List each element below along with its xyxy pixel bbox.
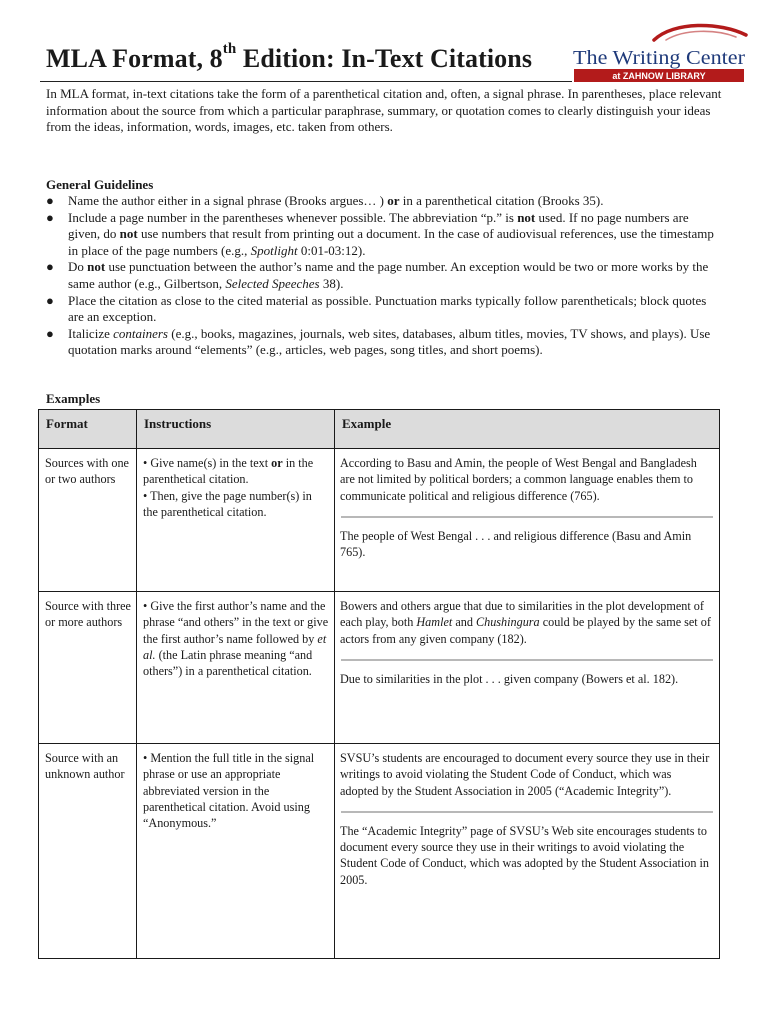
instructions-cell bbox=[137, 744, 335, 959]
column-header-instructions: Instructions bbox=[137, 410, 335, 449]
guideline-item bbox=[46, 293, 722, 326]
guideline-item bbox=[46, 259, 722, 292]
guideline-item bbox=[46, 210, 722, 260]
title-main: MLA Format, 8 bbox=[46, 44, 223, 73]
logo-arc-inner bbox=[666, 31, 736, 40]
column-header-format: Format bbox=[39, 410, 137, 449]
example-text: and bbox=[452, 615, 476, 630]
logo-subtitle: at ZAHNOW LIBRARY bbox=[612, 71, 706, 81]
guideline-text: Spotlight bbox=[250, 242, 298, 258]
format-cell: Source with three or more authors bbox=[39, 592, 137, 744]
instruction-text: et al. bbox=[143, 631, 327, 662]
guideline-text: Include a page number in the parentheses whenever possible. The abbreviation “p.” is bbox=[68, 209, 518, 225]
guideline-text: Do bbox=[68, 259, 88, 275]
example-text: Chushingura bbox=[475, 615, 540, 630]
column-header-example: Example bbox=[335, 410, 720, 449]
guideline-text: Place the citation as close to the cited material as possible. Punctuation marks typically follow parentheticals; block quotes are an exception. bbox=[68, 292, 707, 325]
example-parenthetical bbox=[335, 817, 719, 894]
guideline-text: used. If no page numbers are given, do bbox=[68, 209, 689, 242]
example-text: Due to similarities in the plot . . . given company (Bowers et al. 182). bbox=[340, 671, 679, 686]
arc-logo-icon bbox=[570, 20, 752, 86]
bullet-icon: ● bbox=[46, 209, 54, 225]
general-guidelines-heading: General Guidelines bbox=[46, 177, 154, 192]
general-guidelines-list bbox=[46, 193, 722, 359]
example-divider bbox=[341, 811, 713, 813]
guideline-item bbox=[46, 326, 722, 359]
guideline-text: Name the author either in a signal phrase (Brooks argues… ) bbox=[68, 193, 388, 208]
example-divider bbox=[341, 516, 713, 518]
format-cell: Source with an unknown author bbox=[39, 744, 137, 959]
example-text: According to Basu and Amin, the people of West Bengal and Bangladesh are not limited by political borders; a common language enables them to communicate political and religious difference (765). bbox=[340, 456, 697, 503]
example-signal-phrase bbox=[335, 744, 719, 805]
logo-arc bbox=[654, 25, 746, 40]
instruction-text: • Then, give the page number(s) in the parenthetical citation. bbox=[143, 488, 312, 519]
instruction-text: • Give name(s) in the text bbox=[143, 456, 272, 470]
format-cell: Sources with one or two authors bbox=[39, 449, 137, 592]
header-rule bbox=[40, 81, 572, 82]
title-superscript: th bbox=[222, 41, 237, 57]
instruction-text: (the Latin phrase meaning “and others”) in a parenthetical citation. bbox=[143, 647, 313, 679]
example-text: SVSU’s students are encouraged to document every source they use in their writings to avoid violating the Student Code of Conduct, which was adopted by the Student Association in 2005 (“Academic Integrity”). bbox=[340, 751, 710, 798]
guideline-text: Italicize bbox=[68, 325, 114, 341]
guideline-text: or bbox=[387, 193, 400, 208]
guideline-text: (e.g., books, magazines, journals, web sites, databases, album titles, movies, TV shows, and plays). Use quotation marks around “elements” (e.g., articles, web pages, song titles, and short poems). bbox=[68, 325, 711, 358]
page-title bbox=[46, 41, 533, 74]
example-parenthetical bbox=[335, 522, 719, 567]
bullet-icon: ● bbox=[46, 292, 54, 308]
example-cell bbox=[335, 744, 720, 959]
table-row bbox=[39, 592, 720, 744]
instruction-text: or bbox=[271, 456, 283, 470]
writing-center-logo bbox=[570, 20, 752, 86]
guideline-text: Selected Speeches bbox=[225, 275, 320, 291]
guideline-text: in a parenthetical citation (Brooks 35). bbox=[399, 193, 604, 208]
table-row bbox=[39, 449, 720, 592]
instruction-text: • Mention the full title in the signal phrase or use an appropriate abbreviated version in the parenthetical citation. Avoid using “Anonymous.” bbox=[143, 751, 315, 831]
guideline-text: 0:01-03:12). bbox=[297, 242, 366, 258]
example-text: The “Academic Integrity” page of SVSU’s Web site encourages students to document every source they use in their writings to avoid violating the Student Code of Conduct, which was adopted by the Student Association in 2005. bbox=[340, 823, 709, 887]
guideline-text: use punctuation between the author’s name and the page number. An exception would be two or more works by the same author (e.g., Gilbertson, bbox=[68, 259, 709, 291]
example-signal-phrase bbox=[335, 592, 719, 653]
instruction-text: • Give the first author’s name and the phrase “and others” in the text or give the first author’s name followed by bbox=[143, 599, 329, 646]
example-text: could be played by the same set of actors from any given company (182). bbox=[340, 615, 711, 646]
example-parenthetical bbox=[335, 665, 719, 693]
guideline-text: not bbox=[119, 226, 138, 242]
bullet-icon: ● bbox=[46, 193, 54, 208]
guideline-text: use numbers that result from printing out a document. In the case of audiovisual references, use the timestamp in place of the page numbers (e.g., bbox=[68, 226, 714, 258]
example-text: Hamlet bbox=[416, 615, 453, 630]
guideline-item bbox=[46, 193, 722, 210]
bullet-icon: ● bbox=[46, 325, 54, 341]
table-header-row bbox=[39, 410, 720, 449]
example-text: The people of West Bengal . . . and religious difference (Basu and Amin 765). bbox=[340, 528, 692, 560]
guideline-text: containers bbox=[113, 325, 168, 341]
example-signal-phrase bbox=[335, 449, 719, 510]
bullet-icon: ● bbox=[46, 259, 54, 275]
example-divider bbox=[341, 659, 713, 661]
examples-heading: Examples bbox=[46, 391, 101, 406]
examples-table bbox=[38, 409, 720, 959]
guideline-text: not bbox=[87, 259, 106, 275]
example-text: Bowers and others argue that due to similarities in the plot development of each play, both bbox=[340, 599, 704, 630]
example-cell bbox=[335, 592, 720, 744]
example-cell bbox=[335, 449, 720, 592]
intro-paragraph: In MLA format, in-text citations take the form of a parenthetical citation and, often, a signal phrase. In parentheses, place relevant information about the source from which a particular paraphrase, summary, or quotation comes to clearly distinguish your ideas from the ideas, information, words, images, etc. taken from others. bbox=[46, 86, 722, 135]
instructions-cell bbox=[137, 449, 335, 592]
logo-name: The Writing Center bbox=[573, 47, 746, 69]
instruction-text: in the parenthetical citation. bbox=[143, 456, 314, 487]
table-row bbox=[39, 744, 720, 959]
guideline-text: 38). bbox=[319, 275, 344, 291]
instructions-cell bbox=[137, 592, 335, 744]
guideline-text: not bbox=[517, 209, 536, 225]
title-rest: Edition: In-Text Citations bbox=[236, 44, 533, 73]
